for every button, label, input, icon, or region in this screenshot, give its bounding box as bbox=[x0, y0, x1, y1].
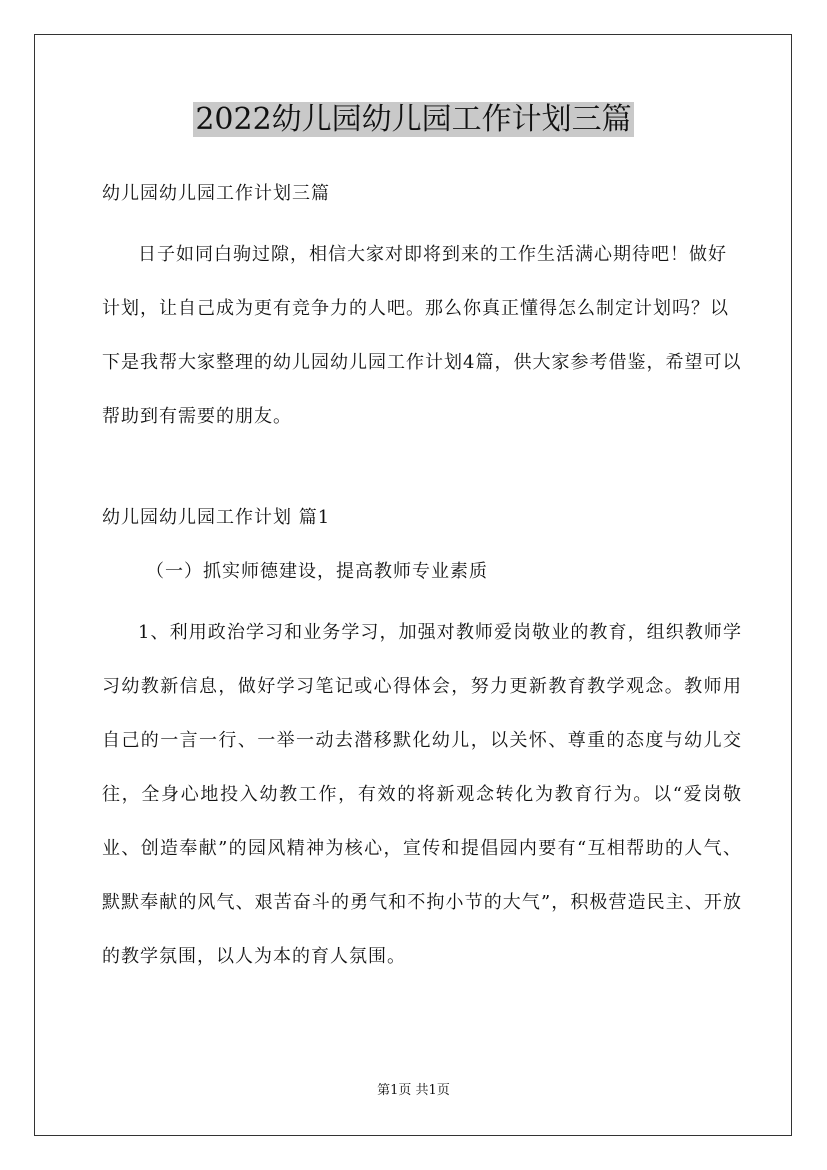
document-title bbox=[0, 100, 827, 140]
document-subtitle: 幼儿园幼儿园工作计划三篇 bbox=[102, 183, 330, 204]
document-title-text: 2022幼儿园幼儿园工作计划三篇 bbox=[195, 102, 632, 137]
sub-heading: （一）抓实师德建设，提高教师专业素质 bbox=[146, 561, 488, 582]
body-paragraph: 1、利用政治学习和业务学习，加强对教师爱岗敬业的教育，组织教师学习幼教新信息，做好学习笔记或心得体会，努力更新教育教学观念。教师用自己的一言一行、一举一动去潜移默化幼儿，以关怀、尊重的态度与幼儿交往，全身心地投入幼教工作，有效的将新观念转化为教育行为。以“爱岗敬业、创造奉献”的园风精神为核心，宣传和提倡园内要有“互相帮助的人气、默默奉献的风气、艰苦奋斗的勇气和不拘小节的大气”，积极营造民主、开放的教学氛围，以人为本的育人氛围。 bbox=[102, 622, 742, 967]
section-heading: 幼儿园幼儿园工作计划 篇1 bbox=[102, 507, 331, 528]
intro-paragraph: 日子如同白驹过隙，相信大家对即将到来的工作生活满心期待吧！做好计划，让自己成为更有竞争力的人吧。那么你真正懂得怎么制定计划吗？以下是我帮大家整理的幼儿园幼儿园工作计划4篇，供大家参考借鉴，希望可以帮助到有需要的朋友。 bbox=[102, 244, 742, 427]
page-footer: 第1页 共1页 bbox=[377, 1083, 450, 1098]
